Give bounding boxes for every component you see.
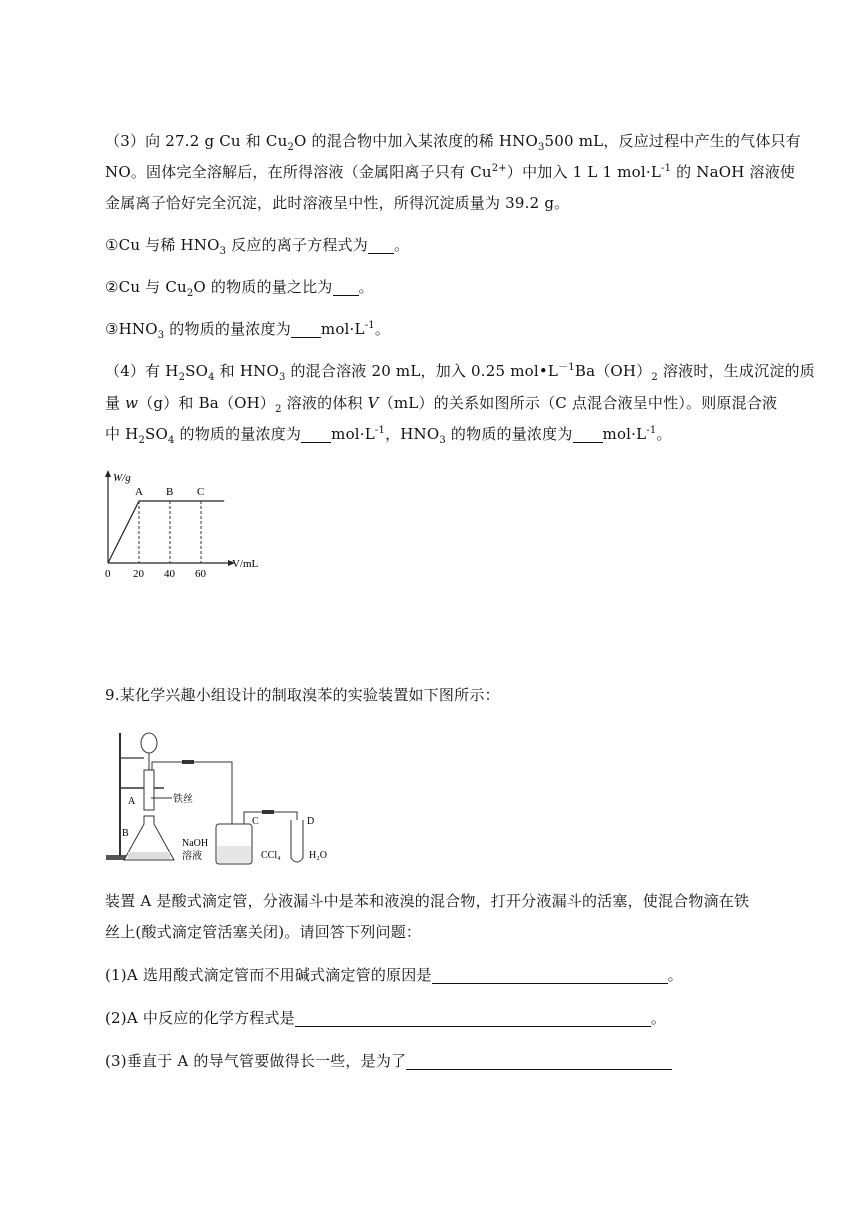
point-label: A [135,486,143,498]
answer-blank[interactable] [432,965,668,984]
label-solution: 溶液 [182,851,202,862]
separatory-funnel [141,733,157,753]
q9-title: 9.某化学兴趣小组设计的制取溴苯的实验装置如下图所示： [105,686,500,704]
q9-desc-1: 装置 A 是酸式滴定管，分液漏斗中是苯和液溴的混合物，打开分液漏斗的活塞，使混合物滴在铁 [105,892,750,910]
x-tick-label: 20 [133,568,144,580]
q3-line-2: NO。固体完全溶解后，在所得溶液（金属阳离子只有 $Cu^{2+}$）中加入 1 L 1 $mol\cdot L^{-1}$ 的 NaOH 溶液使 [105,163,796,181]
label-a: A [128,796,136,807]
tube-clip-1 [182,760,194,764]
q9-desc-2: 丝上(酸式滴定管活塞关闭)。请回答下列问题： [105,923,422,941]
y-axis-label: W/g [113,472,131,484]
q3-line-3: 金属离子恰好完全沉淀，此时溶液呈中性，所得沉淀质量为 39.2 g。 [105,194,570,212]
q4-line-3: 中 $H_2SO_4$ 的物质的量浓度为 $mol\cdot L^{-1}$，$HNO_3$ 的物质的量浓度为 $mol\cdot L^{-1}$。 [105,425,672,446]
label-h2o: H₂O [309,850,327,861]
x-axis-label: V/mL [232,558,259,570]
label-ccl4: CCl₄ [261,850,281,861]
q4-line-1: （4）有 $H_2SO_4$ 和 $HNO_3$ 的混合溶液 20 mL，加入 0.25 $mol•L^{-1}Ba(OH)_2$ 溶液时，生成沉淀的质 [105,362,815,383]
label-iron-wire: 铁丝 [173,794,193,805]
q3-sub-3: $③HNO_3$ 的物质的量浓度为 $mol\cdot L^{-1}$。 [105,320,391,341]
answer-blank[interactable] [301,424,331,443]
answer-blank[interactable] [406,1051,672,1070]
label-naoh: NaOH [182,838,209,849]
bromobenzene-apparatus-diagram [104,728,344,868]
x-tick-label: 0 [105,568,111,580]
q9-item-1: (1)A 选用酸式滴定管而不用碱式滴定管的原因是 。 [105,966,683,984]
q3-line-1: （3）向 27.2 g Cu 和 $Cu_2O$ 的混合物中加入某浓度的稀 $HNO_3500$ mL，反应过程中产生的气体只有 [105,132,801,153]
tube-clip-2 [262,810,274,814]
point-label: B [166,486,174,498]
y-axis-arrow [105,470,111,477]
burette-a [144,770,154,810]
q4-line-2: 量 w（g）和 $Ba(OH)_2$ 溶液的体积 V（mL）的关系如图所示（C 点混合液呈中性）。则原混合液 [105,394,778,415]
label-b: B [122,828,129,839]
q3-sub-1: ①Cu 与稀 $HNO_3$ 反应的离子方程式为 。 [105,236,410,257]
answer-blank[interactable] [295,1008,651,1027]
q9-item-2: (2)A 中反应的化学方程式是 。 [105,1009,667,1027]
answer-blank[interactable] [368,235,394,254]
answer-blank[interactable] [333,277,359,296]
x-tick-label: 40 [164,568,175,580]
series-line [108,501,224,563]
answer-blank[interactable] [573,424,603,443]
answer-blank[interactable] [291,319,321,338]
q9-item-3: (3)垂直于 A 的导气管要做得长一些，是为了 [105,1046,765,1077]
point-label: C [197,486,205,498]
flask-liquid [128,852,170,859]
precipitate-mass-chart [98,468,288,580]
label-c: C [252,816,259,827]
q3-sub-2: ②Cu 与 $Cu_2O$ 的物质的量之比为 。 [105,278,374,299]
x-tick-label: 60 [195,568,206,580]
label-d: D [307,816,315,827]
bottle-c-liquid [217,846,251,863]
test-tube-d [291,820,303,862]
